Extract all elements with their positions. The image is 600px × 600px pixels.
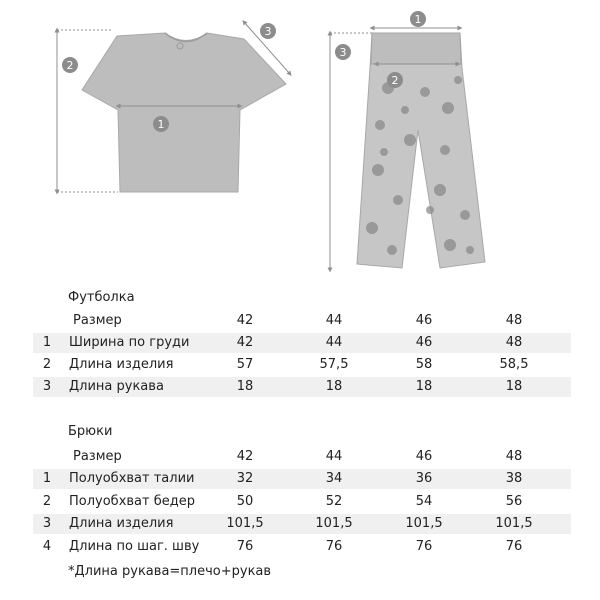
row-value: 57,5 [319, 357, 349, 372]
tshirt-marker-1 [153, 116, 169, 132]
svg-text:3: 3 [264, 25, 272, 38]
table-row [33, 514, 571, 534]
row-value: 58 [415, 357, 433, 372]
row-value: 46 [415, 335, 433, 350]
row-value: 101,5 [495, 516, 533, 531]
table-row [33, 492, 571, 512]
tshirt-size-header-row [33, 311, 571, 331]
row-label: Ширина по груди [69, 335, 190, 350]
svg-text:3: 3 [339, 46, 347, 59]
size-value: 42 [236, 449, 254, 464]
footnote: *Длина рукава=плечо+рукав [68, 564, 272, 579]
row-value: 101,5 [226, 516, 264, 531]
row-value: 76 [325, 539, 343, 554]
row-value: 42 [236, 335, 254, 350]
row-label: Длина по шаг. шву [69, 539, 200, 554]
pants-illustration [357, 33, 485, 268]
row-number: 1 [42, 335, 52, 350]
garment-measurement-diagram [0, 0, 600, 290]
pants-size-header-row [33, 447, 571, 467]
row-value: 56 [505, 494, 523, 509]
row-number: 4 [42, 539, 52, 554]
row-label: Полуобхват бедер [69, 494, 195, 509]
size-value: 48 [505, 449, 523, 464]
row-value: 18 [505, 379, 523, 394]
row-value: 38 [505, 471, 523, 486]
row-label: Полуобхват талии [69, 471, 195, 486]
row-value: 50 [236, 494, 254, 509]
table-row [33, 355, 571, 375]
svg-text:1: 1 [414, 13, 422, 26]
row-value: 101,5 [405, 516, 443, 531]
tshirt-marker-3 [260, 23, 276, 39]
svg-text:2: 2 [66, 59, 74, 72]
row-label: Длина изделия [69, 516, 174, 531]
row-value: 18 [236, 379, 254, 394]
row-label: Длина рукава [69, 379, 164, 394]
row-value: 76 [236, 539, 254, 554]
svg-text:2: 2 [391, 74, 399, 87]
size-header-label: Размер [73, 449, 122, 464]
row-value: 76 [415, 539, 433, 554]
row-number: 1 [42, 471, 52, 486]
pants-marker-2 [387, 72, 403, 88]
size-header-label: Размер [73, 313, 122, 328]
size-value: 44 [325, 313, 343, 328]
row-value: 57 [236, 357, 254, 372]
table-row [33, 377, 571, 397]
pants-marker-1 [410, 11, 426, 27]
table-row [33, 537, 571, 557]
tshirt-marker-2 [62, 57, 78, 73]
size-value: 46 [415, 449, 433, 464]
row-value: 54 [415, 494, 433, 509]
table-row [33, 333, 571, 353]
row-number: 3 [42, 516, 52, 531]
size-value: 46 [415, 313, 433, 328]
size-value: 48 [505, 313, 523, 328]
table-row [33, 469, 571, 489]
tshirt-illustration [82, 33, 286, 192]
row-number: 3 [42, 379, 52, 394]
row-value: 48 [505, 335, 523, 350]
row-value: 34 [325, 471, 343, 486]
row-value: 18 [325, 379, 343, 394]
row-value: 36 [415, 471, 433, 486]
row-value: 101,5 [315, 516, 353, 531]
row-value: 44 [325, 335, 343, 350]
size-value: 44 [325, 449, 343, 464]
row-value: 58,5 [499, 357, 529, 372]
row-label: Длина изделия [69, 357, 174, 372]
tshirt-table-title: Футболка [68, 290, 135, 305]
pants-table-title: Брюки [68, 424, 113, 439]
row-value: 52 [325, 494, 343, 509]
size-value: 42 [236, 313, 254, 328]
row-number: 2 [42, 494, 52, 509]
pants-marker-3 [335, 44, 351, 60]
row-value: 76 [505, 539, 523, 554]
row-value: 32 [236, 471, 254, 486]
row-number: 2 [42, 357, 52, 372]
svg-text:1: 1 [157, 118, 165, 131]
row-value: 18 [415, 379, 433, 394]
